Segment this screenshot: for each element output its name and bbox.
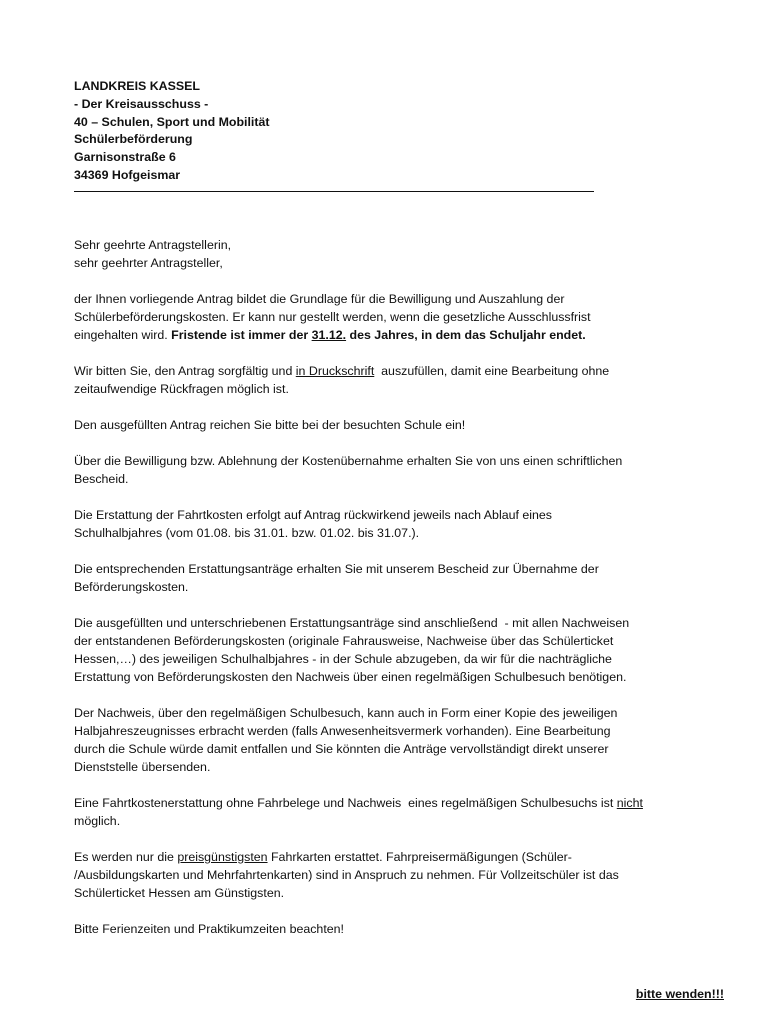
- postal-city: 34369 Hofgeismar: [74, 167, 181, 182]
- paragraph-line: Fahrkarten erstattet. Fahrpreisermäßigungen (Schüler-: [267, 849, 572, 864]
- division-name: Schülerbeförderung: [74, 132, 193, 147]
- not-emphasis: nicht: [616, 795, 643, 810]
- paragraph-line: der entstandenen Beförderungskosten (originale Fahrausweise, Nachweise über das Schülerticket: [74, 633, 614, 648]
- authority-committee: - Der Kreisausschuss -: [74, 96, 209, 111]
- paragraph-line: der Ihnen vorliegende Antrag bildet die Grundlage für die Bewilligung und Auszahlung der: [74, 291, 565, 306]
- paragraph-deadline: [74, 290, 714, 344]
- paragraph-cheapest-tickets: [74, 848, 714, 902]
- paragraph-line: Schulhalbjahres (vom 01.08. bis 31.01. bzw. 01.02. bis 31.07.).: [74, 525, 420, 540]
- paragraph-fill-instructions: [74, 362, 714, 398]
- paragraph-line: Den ausgefüllten Antrag reichen Sie bitte bei der besuchten Schule ein!: [74, 417, 466, 432]
- paragraph-reimbursement: [74, 506, 714, 542]
- paragraph-line: durch die Schule würde damit entfallen und Sie könnten die Anträge vervollständigt direkt unserer: [74, 741, 609, 756]
- paragraph-line: Halbjahreszeugnisses erbracht werden (falls Anwesenheitsvermerk vorhanden). Eine Bearbeitung: [74, 723, 611, 738]
- deadline-date: 31.12.: [311, 327, 347, 342]
- block-letters-emphasis: in Druckschrift: [295, 363, 375, 378]
- paragraph-line: Bitte Ferienzeiten und Praktikumzeiten beachten!: [74, 921, 344, 936]
- paragraph-line: Die ausgefüllten und unterschriebenen Erstattungsanträge sind anschließend - mit allen Nachweisen: [74, 615, 630, 630]
- paragraph-line: Es werden nur die: [74, 849, 178, 864]
- paragraph-line: Der Nachweis, über den regelmäßigen Schulbesuch, kann auch in Form einer Kopie des jeweiligen: [74, 705, 618, 720]
- header-divider: [74, 191, 594, 192]
- please-turn-over-note: bitte wenden!!!: [635, 987, 724, 1001]
- paragraph-refund-forms: [74, 560, 714, 596]
- paragraph-line: auszufüllen, damit eine Bearbeitung ohne: [374, 363, 610, 378]
- salutation: [74, 236, 714, 272]
- paragraph-line: eingehalten wird.: [74, 327, 172, 342]
- paragraph-line: möglich.: [74, 813, 121, 828]
- paragraph-line: Schülerbeförderungskosten. Er kann nur gestellt werden, wenn die gesetzliche Ausschlussfrist: [74, 309, 591, 324]
- paragraph-line: Eine Fahrtkostenerstattung ohne Fahrbelege und Nachweis eines regelmäßigen Schulbesuchs ist: [74, 795, 617, 810]
- paragraph-line: Beförderungskosten.: [74, 579, 189, 594]
- department-name: 40 – Schulen, Sport und Mobilität: [74, 114, 270, 129]
- paragraph-line: /Ausbildungskarten und Mehrfahrtenkarten) sind in Anspruch zu nehmen. Für Vollzeitschüler ist das: [74, 867, 619, 882]
- paragraph-line: Hessen,…) des jeweiligen Schulhalbjahres - in der Schule abzugeben, da wir für die nachträgliche: [74, 651, 612, 666]
- cheapest-emphasis: preisgünstigsten: [177, 849, 268, 864]
- paragraph-line: Bescheid.: [74, 471, 129, 486]
- paragraph-no-receipts: [74, 794, 714, 830]
- paragraph-line: Erstattung von Beförderungskosten den Nachweis über einen regelmäßigen Schulbesuch benötigen.: [74, 669, 627, 684]
- paragraph-line: Die entsprechenden Erstattungsanträge erhalten Sie mit unserem Bescheid zur Übernahme der: [74, 561, 599, 576]
- paragraph-submit-school: [74, 416, 714, 434]
- paragraph-decision: [74, 452, 714, 488]
- paragraph-line: Wir bitten Sie, den Antrag sorgfältig und: [74, 363, 296, 378]
- street-address: Garnisonstraße 6: [74, 150, 176, 165]
- authority-name: LANDKREIS KASSEL: [74, 79, 200, 93]
- salutation-line-2: sehr geehrter Antragsteller,: [74, 255, 223, 270]
- paragraph-attendance-proof: [74, 704, 714, 776]
- paragraph-line: Über die Bewilligung bzw. Ablehnung der Kostenübernahme erhalten Sie von uns einen schriftlichen: [74, 453, 623, 468]
- salutation-line-1: Sehr geehrte Antragstellerin,: [74, 237, 232, 252]
- deadline-text-end: des Jahres, in dem das Schuljahr endet.: [346, 327, 586, 342]
- deadline-text: Fristende ist immer der: [171, 327, 312, 342]
- paragraph-line: Schülerticket Hessen am Günstigsten.: [74, 885, 285, 900]
- paragraph-line: zeitaufwendige Rückfragen möglich ist.: [74, 381, 289, 396]
- letter-page: [74, 78, 714, 938]
- paragraph-line: Die Erstattung der Fahrtkosten erfolgt auf Antrag rückwirkend jeweils nach Ablauf eines: [74, 507, 552, 522]
- sender-address: [74, 78, 714, 192]
- paragraph-line: Dienststelle übersenden.: [74, 759, 211, 774]
- paragraph-holidays-note: [74, 920, 714, 938]
- paragraph-submission-proof: [74, 614, 714, 686]
